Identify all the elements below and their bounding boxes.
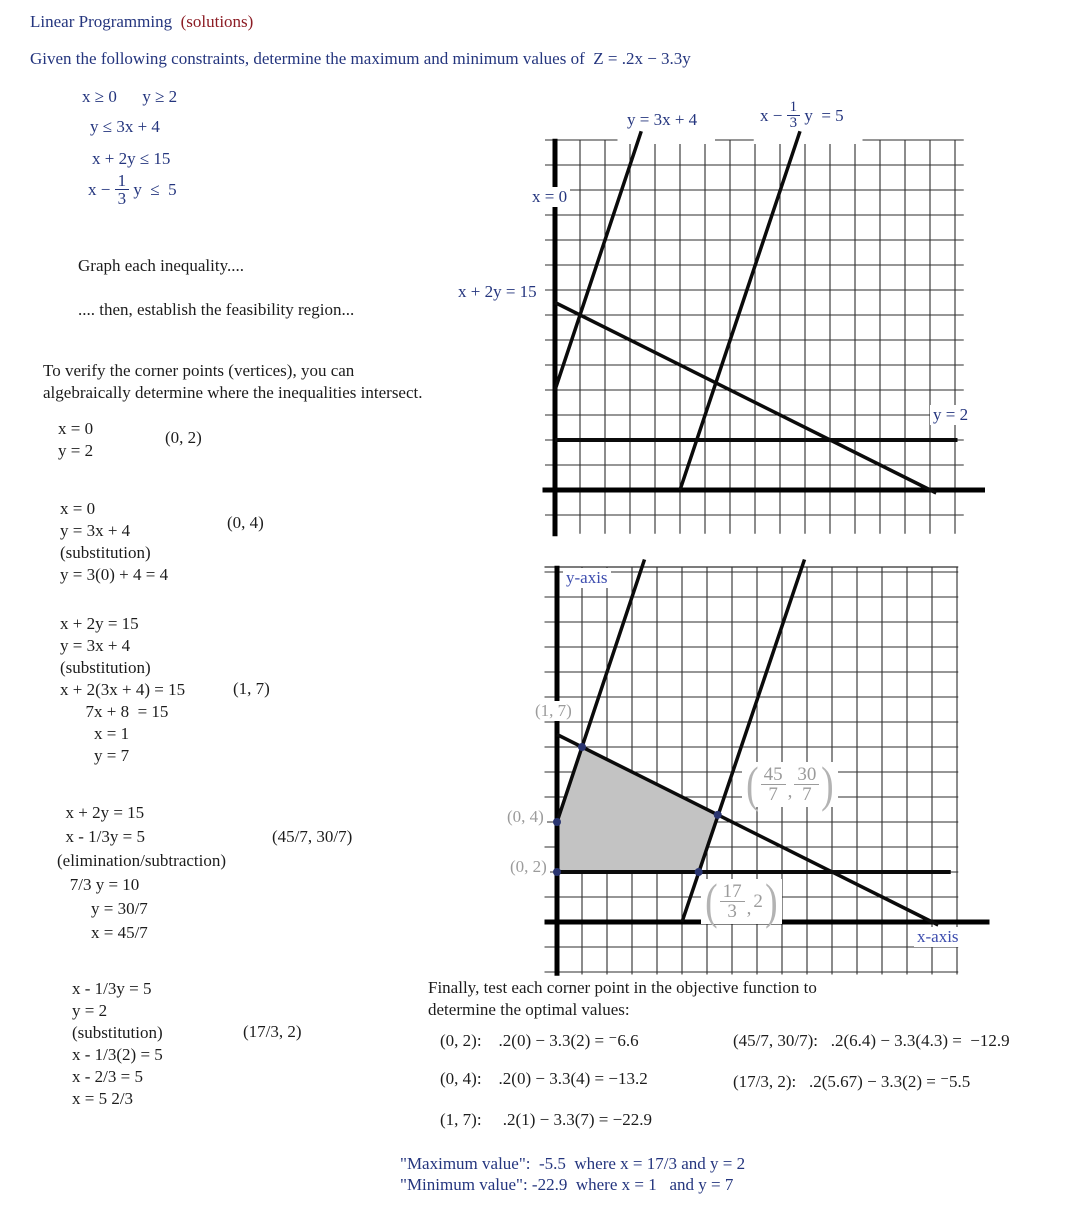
eval-row-17-3: (17/3, 2): .2(5.67) − 3.3(2) = ⁻5.5 (733, 1072, 971, 1091)
work-line: (substitution) (72, 1023, 163, 1042)
corner-point-0-2: (0, 2) (165, 428, 202, 447)
top-graph (538, 96, 998, 548)
work-line: 7x + 8 = 15 (60, 702, 169, 721)
work-line: y = 2 (58, 441, 94, 460)
work-line: x = 0 (58, 419, 94, 438)
fraction-17-3: $\frac{17}{3}$ (720, 882, 745, 922)
top-graph-label-y2: y = 2 (930, 405, 971, 425)
point-label-17-3-2 (701, 873, 782, 929)
note-verify-line1: To verify the corner points (vertices), you can (43, 361, 355, 380)
work-section-3 (60, 613, 185, 767)
work-section-4 (57, 801, 226, 945)
right-paren: ) (764, 873, 778, 929)
final-instructions-line1: Finally, test each corner point in the objective function to (428, 978, 817, 997)
top-graph-label-x0: x = 0 (529, 187, 570, 207)
x-axis-label: x-axis (914, 927, 962, 947)
constraint-3: x + 2y ≤ 15 (92, 149, 171, 168)
coordinate-2: 2 (753, 890, 763, 912)
y-axis-label: y-axis (563, 568, 611, 588)
work-line: x + 2y = 15 (60, 614, 139, 633)
work-line: (substitution) (60, 658, 151, 677)
work-line: x = 0 (60, 499, 96, 518)
work-line: x = 1 (60, 724, 130, 743)
work-line: x = 5 2/3 (72, 1089, 134, 1108)
work-section-5 (72, 978, 163, 1110)
note-feasibility-region: .... then, establish the feasibility region... (78, 300, 355, 319)
work-section-1 (58, 418, 93, 462)
note-graph-inequality: Graph each inequality.... (78, 256, 244, 275)
point-label-1-7: (1, 7) (532, 701, 575, 721)
work-line: x + 2(3x + 4) = 15 (60, 680, 186, 699)
work-line: y = 3x + 4 (60, 636, 131, 655)
point-label-45-7-30-7 (742, 756, 838, 812)
maximum-value-line: "Maximum value": -5.5 where x = 17/3 and y = 2 (400, 1154, 746, 1173)
work-line: x - 1/3(2) = 5 (72, 1045, 163, 1064)
work-line: x + 2y = 15 (57, 803, 145, 822)
top-graph-label-y3x4: y = 3x + 4 (627, 110, 698, 129)
eval-row-1-7: (1, 7): .2(1) − 3.3(7) = −22.9 (440, 1110, 652, 1129)
intro-line: Given the following constraints, determine the maximum and minimum values of Z = .2x − 3.3y (30, 49, 691, 68)
work-line: y = 7 (60, 746, 130, 765)
final-instructions-line2: determine the optimal values: (428, 999, 630, 1019)
right-paren: ) (821, 756, 834, 812)
work-line: x - 1/3y = 5 (57, 827, 145, 846)
work-line: (elimination/subtraction) (57, 851, 227, 870)
constraint-4 (88, 172, 177, 208)
left-paren: ( (705, 873, 718, 929)
label-prefix: x − (760, 105, 787, 125)
top-graph-label-x2y15: x + 2y = 15 (455, 282, 540, 302)
page-title-text: Linear Programming (30, 12, 173, 31)
work-line: y = 3(0) + 4 = 4 (60, 565, 169, 584)
work-line: x - 1/3y = 5 (72, 979, 152, 998)
top-graph-label-x13y5 (760, 100, 844, 132)
eval-row-45-7: (45/7, 30/7): .2(6.4) − 3.3(4.3) = −12.9 (733, 1031, 1010, 1050)
final-instructions (428, 977, 817, 1020)
comma: , (746, 898, 752, 919)
comma: , (787, 781, 793, 802)
page-title-suffix: (solutions) (172, 12, 254, 31)
one-third-fraction: $\frac{1}{3}$ (115, 172, 130, 208)
work-line: (substitution) (60, 543, 151, 562)
point-label-0-2: (0, 2) (507, 857, 550, 877)
note-verify-corners (43, 360, 423, 403)
constraint-1: x ≥ 0 y ≥ 2 (82, 87, 178, 106)
work-line: y = 30/7 (57, 899, 148, 918)
page-title (30, 12, 253, 32)
eval-row-0-4: (0, 4): .2(0) − 3.3(4) = −13.2 (440, 1069, 648, 1088)
constraint-4-suffix: y ≤ 5 (129, 179, 177, 199)
point-label-0-4: (0, 4) (504, 807, 547, 827)
corner-point-0-4: (0, 4) (227, 513, 264, 532)
corner-point-1-7: (1, 7) (233, 679, 270, 698)
fraction-30-7: $\frac{30}{7}$ (794, 765, 819, 805)
corner-point-45-7-30-7: (45/7, 30/7) (272, 827, 353, 846)
work-line: y = 2 (72, 1001, 108, 1020)
label-suffix: y = 5 (800, 105, 844, 125)
note-verify-line2: algebraically determine where the inequalities intersect. (43, 382, 423, 402)
one-third-fraction: $\frac{1}{3}$ (787, 100, 801, 132)
minimum-value-line: "Minimum value": -22.9 where x = 1 and y = 7 (400, 1175, 734, 1194)
corner-point-17-3-2: (17/3, 2) (243, 1022, 302, 1041)
fraction-45-7: $\frac{45}{7}$ (761, 765, 786, 805)
constraint-2: y ≤ 3x + 4 (90, 117, 160, 136)
work-line: x - 2/3 = 5 (72, 1067, 143, 1086)
work-line: y = 3x + 4 (60, 521, 131, 540)
eval-row-0-2: (0, 2): .2(0) − 3.3(2) = ⁻6.6 (440, 1031, 639, 1050)
left-paren: ( (746, 756, 759, 812)
constraint-4-prefix: x − (88, 179, 115, 199)
work-line: 7/3 y = 10 (57, 875, 140, 894)
work-line: x = 45/7 (57, 923, 148, 942)
work-section-2 (60, 498, 168, 586)
